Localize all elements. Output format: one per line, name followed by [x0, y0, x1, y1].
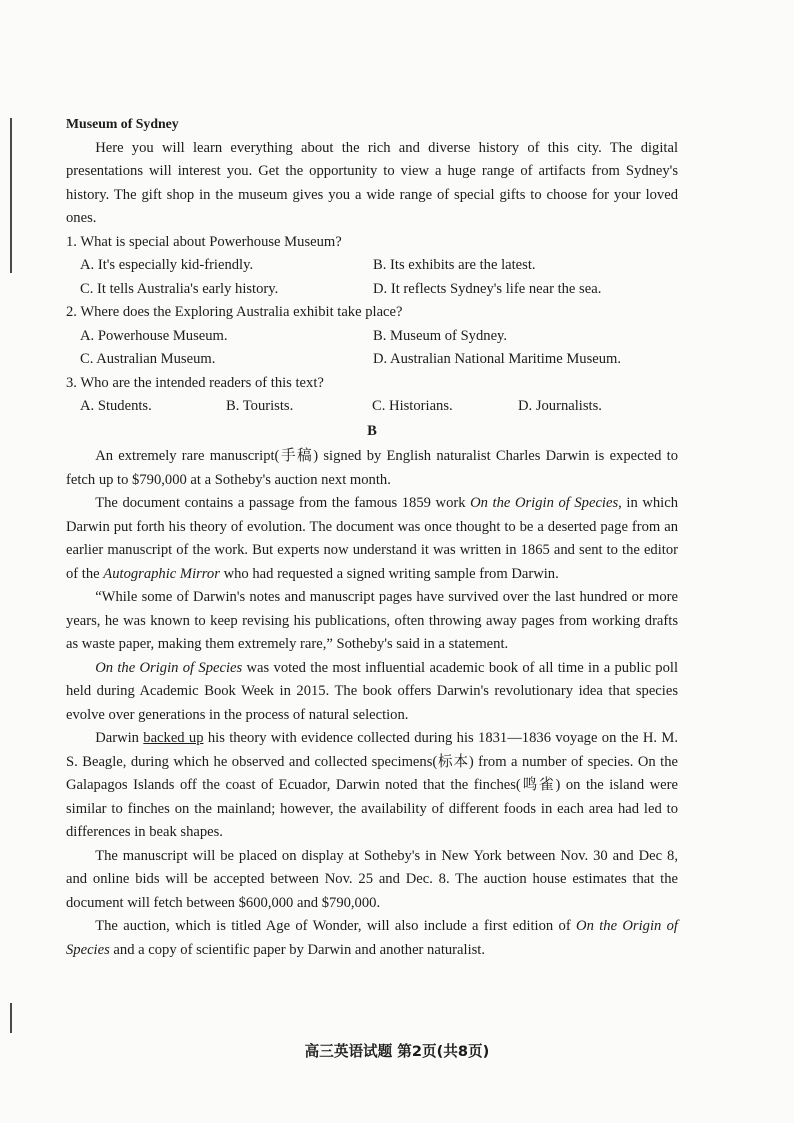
book-title: On the Origin of Species	[95, 659, 243, 676]
paragraph-5: Darwin backed up his theory with evidence collected during his 1831—1836 voyage on the H. M. S. Beagle, during which he observed and collected specimens(标本) from a number of species. On the Galapagos Islands off the coast of Ecuador, Darwin noted that the finches(鸣雀) on the island were similar to finches on the mainland; however, the availability of different foods in each area had led to differences in beak shapes.	[66, 730, 678, 840]
option-d: D. Journalists.	[518, 398, 602, 414]
page-footer: 高三英语试题 第2页(共8页)	[304, 1043, 490, 1060]
museum-heading: Museum of Sydney	[66, 116, 179, 131]
option-a: A. It's especially kid-friendly.	[80, 257, 254, 273]
option-c: C. Australian Museum.	[80, 351, 216, 367]
option-b: B. Tourists.	[226, 398, 294, 414]
paragraph-7: The auction, which is titled Age of Wonder, will also include a first edition of On the Origin of Species and a copy of scientific paper by Darwin and another naturalist.	[66, 918, 678, 958]
option-a: A. Students.	[80, 398, 152, 414]
option-a: A. Powerhouse Museum.	[80, 327, 228, 344]
margin-line-bottom	[10, 1003, 12, 1033]
paragraph-2: The document contains a passage from the famous 1859 work On the Origin of Species, in which Darwin put forth his theory of evolution. The document was once thought to be a deserted page from an earlier manuscript of the work. But experts now understand it was written in 1865 and sent to the editor of the Autographic Mirror who had requested a signed writing sample from Darwin.	[66, 495, 678, 582]
magazine-title: Autographic Mirror	[103, 565, 220, 582]
question-1: 1. What is special about Powerhouse Museum?	[66, 233, 342, 250]
question-2-options	[66, 348, 678, 372]
margin-line-top	[10, 118, 12, 273]
question-1-options	[66, 278, 678, 302]
question-2: 2. Where does the Exploring Australia exhibit take place?	[66, 304, 403, 320]
book-title: On the Origin of Species	[66, 918, 678, 958]
paragraph-1: An extremely rare manuscript(手稿) signed by English naturalist Charles Darwin is expected to fetch up to $790,000 at a Sotheby's auction next month.	[66, 448, 678, 488]
option-b: B. Its exhibits are the latest.	[373, 257, 536, 273]
intro-paragraph: Here you will learn everything about the rich and diverse history of this city. The digital presentations will interest you. Get the opportunity to view a huge range of artifacts from Sydney's history. The gift shop in the museum gives you a wide range of special gifts to choose for your loved ones.	[66, 139, 678, 226]
option-d: D. Australian National Maritime Museum.	[373, 351, 622, 367]
page-content	[66, 112, 678, 962]
option-c: C. Historians.	[372, 398, 453, 414]
option-c: C. It tells Australia's early history.	[80, 280, 279, 297]
option-d: D. It reflects Sydney's life near the sea.	[373, 280, 602, 297]
book-title: On the Origin of Species	[470, 495, 619, 511]
question-3-options	[66, 395, 678, 419]
paragraph-6: The manuscript will be placed on display at Sotheby's in New York between Nov. 30 and Dec 8, and online bids will be accepted between Nov. 25 and Dec. 8. The auction house estimates that the document will fetch between $600,000 and $790,000.	[66, 847, 678, 911]
paragraph-3: “While some of Darwin's notes and manuscript pages have survived over the last hundred or more years, he was known to keep revising his publications, often throwing away pages from working drafts as waste paper, making them extremely rare,” Sotheby's said in a statement.	[66, 589, 678, 652]
part-b-letter: B	[367, 422, 377, 439]
question-3: 3. Who are the intended readers of this text?	[66, 374, 324, 391]
question-2-options	[66, 325, 678, 349]
option-b: B. Museum of Sydney.	[373, 327, 508, 344]
question-1-options	[66, 254, 678, 278]
paragraph-4: On the Origin of Species was voted the most influential academic book of all time in a public poll held during Academic Book Week in 2015. The book offers Darwin's revolutionary idea that species evolve over generations in the process of natural selection.	[66, 659, 678, 723]
underlined-phrase: backed up	[143, 730, 204, 746]
